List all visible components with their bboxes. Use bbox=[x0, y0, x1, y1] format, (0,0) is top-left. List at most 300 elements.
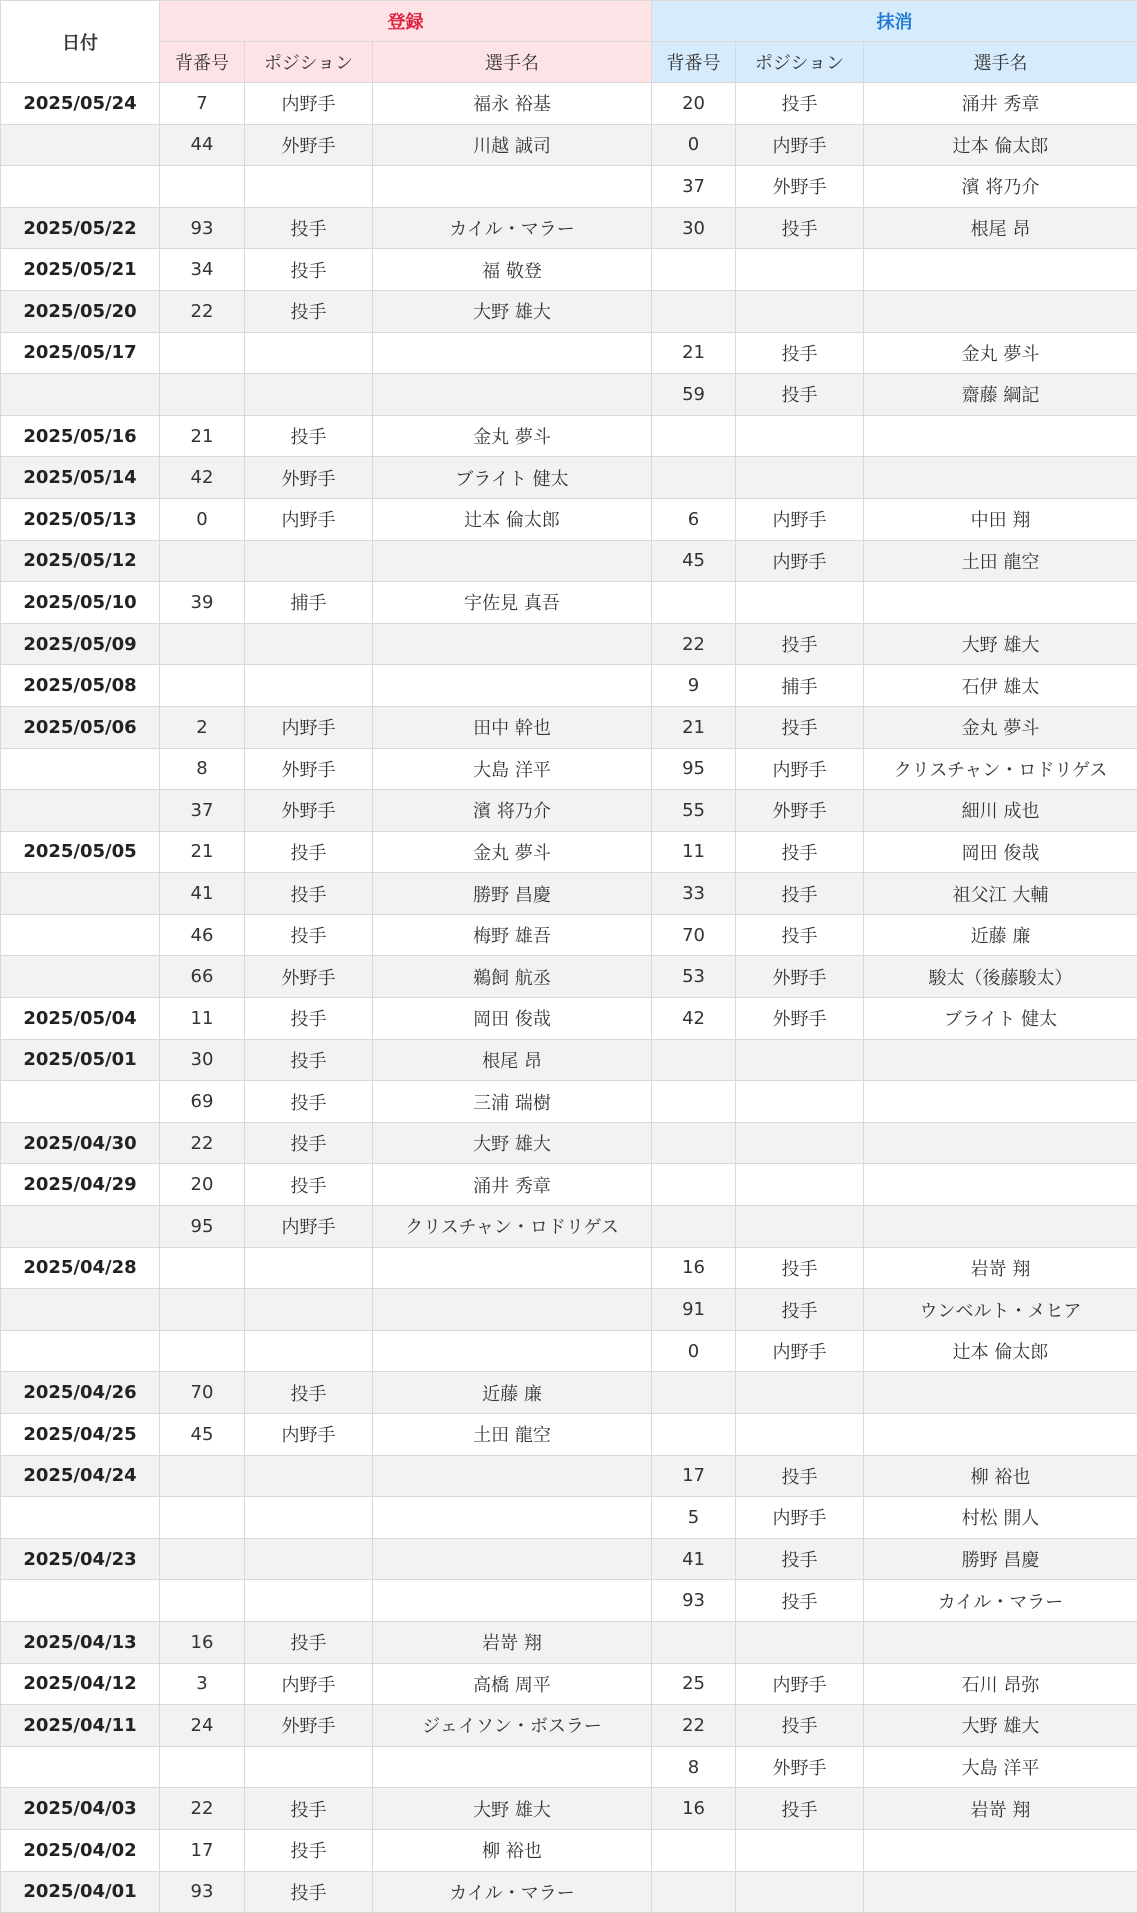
reg-position-header: ポジション bbox=[245, 42, 373, 83]
date-cell bbox=[1, 914, 160, 956]
del-player-cell: 村松 開人 bbox=[864, 1497, 1137, 1539]
del-number-cell: 0 bbox=[652, 1330, 736, 1372]
reg-position-cell: 外野手 bbox=[245, 124, 373, 166]
del-number-cell: 6 bbox=[652, 498, 736, 540]
reg-number-cell: 39 bbox=[160, 582, 245, 624]
reg-number-cell: 24 bbox=[160, 1705, 245, 1747]
del-player-cell: 柳 裕也 bbox=[864, 1455, 1137, 1497]
del-position-cell: 外野手 bbox=[736, 790, 864, 832]
del-position-cell: 外野手 bbox=[736, 166, 864, 208]
date-cell bbox=[1, 1580, 160, 1622]
reg-number-cell: 11 bbox=[160, 998, 245, 1040]
del-player-cell: 石伊 雄太 bbox=[864, 665, 1137, 707]
reg-player-cell: ブライト 健太 bbox=[373, 457, 652, 499]
del-player-cell: 金丸 夢斗 bbox=[864, 706, 1137, 748]
del-number-cell bbox=[652, 1206, 736, 1248]
del-position-header: ポジション bbox=[736, 42, 864, 83]
del-position-cell bbox=[736, 415, 864, 457]
del-number-cell bbox=[652, 1871, 736, 1913]
del-position-cell bbox=[736, 1206, 864, 1248]
reg-player-cell bbox=[373, 1455, 652, 1497]
del-player-cell bbox=[864, 1164, 1137, 1206]
reg-number-cell bbox=[160, 1497, 245, 1539]
del-number-cell: 22 bbox=[652, 623, 736, 665]
del-number-cell bbox=[652, 1122, 736, 1164]
del-player-cell: 細川 成也 bbox=[864, 790, 1137, 832]
reg-player-cell: 岡田 俊哉 bbox=[373, 998, 652, 1040]
reg-number-cell: 66 bbox=[160, 956, 245, 998]
reg-position-cell: 投手 bbox=[245, 207, 373, 249]
del-position-cell: 投手 bbox=[736, 831, 864, 873]
reg-player-cell bbox=[373, 332, 652, 374]
date-cell: 2025/05/12 bbox=[1, 540, 160, 582]
reg-position-cell: 内野手 bbox=[245, 83, 373, 125]
del-position-cell: 投手 bbox=[736, 1580, 864, 1622]
reg-player-cell: 金丸 夢斗 bbox=[373, 831, 652, 873]
reg-position-cell: 投手 bbox=[245, 249, 373, 291]
reg-position-cell: 投手 bbox=[245, 1829, 373, 1871]
del-position-cell bbox=[736, 1414, 864, 1456]
del-position-cell: 投手 bbox=[736, 623, 864, 665]
del-position-cell bbox=[736, 457, 864, 499]
reg-number-header: 背番号 bbox=[160, 42, 245, 83]
reg-player-cell bbox=[373, 1330, 652, 1372]
del-position-cell: 投手 bbox=[736, 1289, 864, 1331]
date-cell: 2025/04/23 bbox=[1, 1538, 160, 1580]
date-cell: 2025/04/26 bbox=[1, 1372, 160, 1414]
table-row bbox=[1, 1206, 1137, 1248]
table-row bbox=[1, 124, 1137, 166]
del-player-cell: 勝野 昌慶 bbox=[864, 1538, 1137, 1580]
reg-player-cell: 川越 誠司 bbox=[373, 124, 652, 166]
del-number-cell bbox=[652, 290, 736, 332]
del-number-cell: 33 bbox=[652, 873, 736, 915]
del-position-cell: 捕手 bbox=[736, 665, 864, 707]
reg-number-cell: 42 bbox=[160, 457, 245, 499]
table-row bbox=[1, 831, 1137, 873]
del-position-cell bbox=[736, 1372, 864, 1414]
reg-player-cell bbox=[373, 374, 652, 416]
del-player-cell: 土田 龍空 bbox=[864, 540, 1137, 582]
del-number-cell: 55 bbox=[652, 790, 736, 832]
del-number-cell: 16 bbox=[652, 1788, 736, 1830]
reg-player-cell: 福永 裕基 bbox=[373, 83, 652, 125]
reg-position-cell: 投手 bbox=[245, 1081, 373, 1123]
del-position-cell: 内野手 bbox=[736, 748, 864, 790]
del-player-cell: ウンベルト・メヒア bbox=[864, 1289, 1137, 1331]
del-player-cell: 駿太（後藤駿太） bbox=[864, 956, 1137, 998]
reg-number-cell bbox=[160, 1330, 245, 1372]
del-number-cell bbox=[652, 1414, 736, 1456]
del-position-cell: 内野手 bbox=[736, 1497, 864, 1539]
reg-player-cell: 梅野 雄吾 bbox=[373, 914, 652, 956]
reg-position-cell bbox=[245, 332, 373, 374]
reg-player-cell: 高橋 周平 bbox=[373, 1663, 652, 1705]
reg-position-cell: 投手 bbox=[245, 1164, 373, 1206]
table-row bbox=[1, 1455, 1137, 1497]
reg-number-cell: 34 bbox=[160, 249, 245, 291]
table-row bbox=[1, 748, 1137, 790]
del-number-cell bbox=[652, 1081, 736, 1123]
date-cell bbox=[1, 1330, 160, 1372]
del-position-cell bbox=[736, 1081, 864, 1123]
reg-player-cell: 大野 雄大 bbox=[373, 290, 652, 332]
del-number-cell bbox=[652, 1372, 736, 1414]
del-player-cell: クリスチャン・ロドリゲス bbox=[864, 748, 1137, 790]
table-row bbox=[1, 956, 1137, 998]
table-row bbox=[1, 1621, 1137, 1663]
del-position-cell: 投手 bbox=[736, 914, 864, 956]
reg-position-cell: 投手 bbox=[245, 1122, 373, 1164]
date-header: 日付 bbox=[1, 1, 160, 83]
del-player-cell: 辻本 倫太郎 bbox=[864, 1330, 1137, 1372]
reg-number-cell: 17 bbox=[160, 1829, 245, 1871]
del-position-cell: 内野手 bbox=[736, 540, 864, 582]
date-cell: 2025/05/22 bbox=[1, 207, 160, 249]
del-player-cell: 大野 雄大 bbox=[864, 1705, 1137, 1747]
date-cell: 2025/04/25 bbox=[1, 1414, 160, 1456]
reg-number-cell: 2 bbox=[160, 706, 245, 748]
reg-player-cell: 濱 将乃介 bbox=[373, 790, 652, 832]
reg-number-cell: 21 bbox=[160, 415, 245, 457]
reg-position-cell: 捕手 bbox=[245, 582, 373, 624]
table-row bbox=[1, 1289, 1137, 1331]
del-number-cell: 20 bbox=[652, 83, 736, 125]
reg-position-cell: 投手 bbox=[245, 873, 373, 915]
date-cell bbox=[1, 124, 160, 166]
del-number-cell: 42 bbox=[652, 998, 736, 1040]
reg-position-cell: 投手 bbox=[245, 831, 373, 873]
del-position-cell: 投手 bbox=[736, 1788, 864, 1830]
table-row bbox=[1, 1497, 1137, 1539]
del-number-cell: 93 bbox=[652, 1580, 736, 1622]
reg-position-cell: 内野手 bbox=[245, 498, 373, 540]
table-row bbox=[1, 290, 1137, 332]
reg-number-cell: 3 bbox=[160, 1663, 245, 1705]
del-number-cell: 91 bbox=[652, 1289, 736, 1331]
del-player-cell: 近藤 廉 bbox=[864, 914, 1137, 956]
reg-number-cell: 70 bbox=[160, 1372, 245, 1414]
reg-player-cell: 近藤 廉 bbox=[373, 1372, 652, 1414]
table-row bbox=[1, 623, 1137, 665]
reg-player-cell: 勝野 昌慶 bbox=[373, 873, 652, 915]
date-cell bbox=[1, 748, 160, 790]
del-position-cell bbox=[736, 1621, 864, 1663]
reg-player-cell: 大野 雄大 bbox=[373, 1788, 652, 1830]
reg-player-cell bbox=[373, 1289, 652, 1331]
reg-position-cell: 外野手 bbox=[245, 748, 373, 790]
table-row bbox=[1, 1247, 1137, 1289]
del-player-header: 選手名 bbox=[864, 42, 1137, 83]
del-position-cell: 外野手 bbox=[736, 1746, 864, 1788]
reg-position-cell: 投手 bbox=[245, 914, 373, 956]
del-position-cell bbox=[736, 1871, 864, 1913]
del-number-cell: 45 bbox=[652, 540, 736, 582]
table-row bbox=[1, 207, 1137, 249]
del-position-cell bbox=[736, 1829, 864, 1871]
reg-number-cell: 30 bbox=[160, 1039, 245, 1081]
del-position-cell: 外野手 bbox=[736, 998, 864, 1040]
table-row bbox=[1, 374, 1137, 416]
del-position-cell: 内野手 bbox=[736, 1330, 864, 1372]
date-cell: 2025/05/06 bbox=[1, 706, 160, 748]
table-row bbox=[1, 332, 1137, 374]
reg-player-cell: 大島 洋平 bbox=[373, 748, 652, 790]
reg-number-cell bbox=[160, 332, 245, 374]
del-number-cell bbox=[652, 249, 736, 291]
reg-player-cell bbox=[373, 540, 652, 582]
del-position-cell: 投手 bbox=[736, 374, 864, 416]
table-row bbox=[1, 706, 1137, 748]
del-number-cell: 41 bbox=[652, 1538, 736, 1580]
reg-position-cell bbox=[245, 1746, 373, 1788]
reg-number-cell: 22 bbox=[160, 1788, 245, 1830]
date-cell: 2025/04/03 bbox=[1, 1788, 160, 1830]
del-player-cell bbox=[864, 457, 1137, 499]
reg-player-cell bbox=[373, 1497, 652, 1539]
reg-number-cell: 44 bbox=[160, 124, 245, 166]
del-player-cell: 辻本 倫太郎 bbox=[864, 124, 1137, 166]
del-position-cell bbox=[736, 290, 864, 332]
del-number-cell bbox=[652, 1039, 736, 1081]
reg-number-cell: 93 bbox=[160, 207, 245, 249]
reg-position-cell bbox=[245, 1538, 373, 1580]
date-cell: 2025/05/10 bbox=[1, 582, 160, 624]
table-row bbox=[1, 457, 1137, 499]
date-cell: 2025/05/16 bbox=[1, 415, 160, 457]
del-number-cell: 0 bbox=[652, 124, 736, 166]
del-number-cell: 22 bbox=[652, 1705, 736, 1747]
del-position-cell: 投手 bbox=[736, 873, 864, 915]
reg-position-cell bbox=[245, 1580, 373, 1622]
reg-number-cell bbox=[160, 1455, 245, 1497]
del-number-cell: 95 bbox=[652, 748, 736, 790]
date-cell: 2025/05/20 bbox=[1, 290, 160, 332]
del-position-cell: 投手 bbox=[736, 706, 864, 748]
reg-player-header: 選手名 bbox=[373, 42, 652, 83]
reg-position-cell bbox=[245, 1247, 373, 1289]
date-cell bbox=[1, 374, 160, 416]
date-cell: 2025/05/05 bbox=[1, 831, 160, 873]
date-cell bbox=[1, 873, 160, 915]
del-number-cell: 25 bbox=[652, 1663, 736, 1705]
del-number-cell bbox=[652, 1829, 736, 1871]
del-number-cell bbox=[652, 457, 736, 499]
reg-number-cell: 22 bbox=[160, 1122, 245, 1164]
reg-position-cell bbox=[245, 540, 373, 582]
table-row bbox=[1, 540, 1137, 582]
table-row bbox=[1, 1414, 1137, 1456]
reg-position-cell: 内野手 bbox=[245, 706, 373, 748]
del-number-cell: 9 bbox=[652, 665, 736, 707]
del-number-cell: 17 bbox=[652, 1455, 736, 1497]
del-position-cell bbox=[736, 1039, 864, 1081]
table-row bbox=[1, 665, 1137, 707]
date-cell: 2025/05/04 bbox=[1, 998, 160, 1040]
reg-number-cell bbox=[160, 1538, 245, 1580]
reg-position-cell: 投手 bbox=[245, 415, 373, 457]
reg-number-cell bbox=[160, 1247, 245, 1289]
del-player-cell: 岩嵜 翔 bbox=[864, 1788, 1137, 1830]
date-cell: 2025/04/28 bbox=[1, 1247, 160, 1289]
del-number-cell bbox=[652, 582, 736, 624]
table-row bbox=[1, 83, 1137, 125]
del-position-cell bbox=[736, 582, 864, 624]
table-row bbox=[1, 166, 1137, 208]
reg-position-cell: 投手 bbox=[245, 998, 373, 1040]
table-row bbox=[1, 1871, 1137, 1913]
del-player-cell bbox=[864, 1621, 1137, 1663]
reg-number-cell: 8 bbox=[160, 748, 245, 790]
reg-player-cell bbox=[373, 1746, 652, 1788]
reg-position-cell bbox=[245, 1330, 373, 1372]
table-row bbox=[1, 1580, 1137, 1622]
del-player-cell bbox=[864, 1871, 1137, 1913]
reg-number-cell bbox=[160, 665, 245, 707]
table-row bbox=[1, 1663, 1137, 1705]
table-row bbox=[1, 914, 1137, 956]
reg-player-cell bbox=[373, 1247, 652, 1289]
reg-player-cell bbox=[373, 166, 652, 208]
reg-position-cell: 内野手 bbox=[245, 1663, 373, 1705]
reg-position-cell: 外野手 bbox=[245, 457, 373, 499]
reg-player-cell: 辻本 倫太郎 bbox=[373, 498, 652, 540]
reg-position-cell bbox=[245, 374, 373, 416]
reg-player-cell: 鵜飼 航丞 bbox=[373, 956, 652, 998]
reg-position-cell bbox=[245, 665, 373, 707]
del-number-cell bbox=[652, 415, 736, 457]
reg-position-cell: 内野手 bbox=[245, 1206, 373, 1248]
reg-number-cell: 16 bbox=[160, 1621, 245, 1663]
date-cell bbox=[1, 1746, 160, 1788]
date-cell: 2025/05/17 bbox=[1, 332, 160, 374]
date-cell bbox=[1, 166, 160, 208]
reg-player-cell bbox=[373, 1580, 652, 1622]
table-row bbox=[1, 1538, 1137, 1580]
table-row bbox=[1, 1746, 1137, 1788]
date-cell: 2025/05/14 bbox=[1, 457, 160, 499]
del-player-cell bbox=[864, 1372, 1137, 1414]
reg-position-cell bbox=[245, 1497, 373, 1539]
del-player-cell bbox=[864, 1039, 1137, 1081]
del-player-cell bbox=[864, 1122, 1137, 1164]
deregistered-header: 抹消 bbox=[652, 1, 1137, 42]
del-number-cell: 16 bbox=[652, 1247, 736, 1289]
reg-position-cell: 内野手 bbox=[245, 1414, 373, 1456]
del-position-cell: 投手 bbox=[736, 1705, 864, 1747]
del-player-cell: 祖父江 大輔 bbox=[864, 873, 1137, 915]
del-player-cell bbox=[864, 1081, 1137, 1123]
del-number-cell: 21 bbox=[652, 706, 736, 748]
del-player-cell: 齋藤 綱記 bbox=[864, 374, 1137, 416]
reg-number-cell: 20 bbox=[160, 1164, 245, 1206]
reg-number-cell: 7 bbox=[160, 83, 245, 125]
table-row bbox=[1, 1330, 1137, 1372]
date-cell: 2025/05/21 bbox=[1, 249, 160, 291]
reg-player-cell: 大野 雄大 bbox=[373, 1122, 652, 1164]
reg-position-cell: 投手 bbox=[245, 1788, 373, 1830]
reg-position-cell: 投手 bbox=[245, 1039, 373, 1081]
del-position-cell: 投手 bbox=[736, 207, 864, 249]
reg-player-cell bbox=[373, 665, 652, 707]
date-cell: 2025/04/13 bbox=[1, 1621, 160, 1663]
table-row bbox=[1, 1081, 1137, 1123]
reg-position-cell bbox=[245, 166, 373, 208]
reg-position-cell: 投手 bbox=[245, 1621, 373, 1663]
del-number-cell: 70 bbox=[652, 914, 736, 956]
del-number-cell: 37 bbox=[652, 166, 736, 208]
del-position-cell: 外野手 bbox=[736, 956, 864, 998]
reg-player-cell: カイル・マラー bbox=[373, 1871, 652, 1913]
del-number-cell: 5 bbox=[652, 1497, 736, 1539]
date-cell: 2025/05/13 bbox=[1, 498, 160, 540]
table-row bbox=[1, 415, 1137, 457]
reg-number-cell: 21 bbox=[160, 831, 245, 873]
reg-player-cell: 田中 幹也 bbox=[373, 706, 652, 748]
reg-number-cell: 41 bbox=[160, 873, 245, 915]
reg-player-cell: 土田 龍空 bbox=[373, 1414, 652, 1456]
reg-position-cell: 外野手 bbox=[245, 956, 373, 998]
table-row bbox=[1, 249, 1137, 291]
reg-number-cell: 45 bbox=[160, 1414, 245, 1456]
del-number-cell: 21 bbox=[652, 332, 736, 374]
table-row bbox=[1, 998, 1137, 1040]
reg-number-cell: 0 bbox=[160, 498, 245, 540]
reg-position-cell: 投手 bbox=[245, 1871, 373, 1913]
reg-player-cell: 福 敬登 bbox=[373, 249, 652, 291]
reg-position-cell: 投手 bbox=[245, 1372, 373, 1414]
reg-number-cell: 22 bbox=[160, 290, 245, 332]
date-cell bbox=[1, 1497, 160, 1539]
del-position-cell bbox=[736, 249, 864, 291]
date-cell: 2025/04/30 bbox=[1, 1122, 160, 1164]
reg-number-cell: 93 bbox=[160, 1871, 245, 1913]
reg-player-cell bbox=[373, 1538, 652, 1580]
table-row bbox=[1, 582, 1137, 624]
reg-player-cell bbox=[373, 623, 652, 665]
reg-number-cell bbox=[160, 166, 245, 208]
date-cell: 2025/05/09 bbox=[1, 623, 160, 665]
reg-player-cell: 根尾 昂 bbox=[373, 1039, 652, 1081]
reg-number-cell bbox=[160, 1289, 245, 1331]
roster-body bbox=[1, 83, 1137, 1913]
reg-player-cell: クリスチャン・ロドリゲス bbox=[373, 1206, 652, 1248]
reg-position-cell: 外野手 bbox=[245, 790, 373, 832]
reg-player-cell: 岩嵜 翔 bbox=[373, 1621, 652, 1663]
del-position-cell bbox=[736, 1164, 864, 1206]
del-position-cell: 投手 bbox=[736, 83, 864, 125]
table-row bbox=[1, 790, 1137, 832]
del-number-cell: 59 bbox=[652, 374, 736, 416]
date-cell: 2025/04/02 bbox=[1, 1829, 160, 1871]
del-player-cell bbox=[864, 582, 1137, 624]
reg-player-cell: 金丸 夢斗 bbox=[373, 415, 652, 457]
del-player-cell: 大野 雄大 bbox=[864, 623, 1137, 665]
date-cell: 2025/05/08 bbox=[1, 665, 160, 707]
reg-position-cell bbox=[245, 623, 373, 665]
reg-player-cell: カイル・マラー bbox=[373, 207, 652, 249]
del-number-cell bbox=[652, 1164, 736, 1206]
del-player-cell: 濱 将乃介 bbox=[864, 166, 1137, 208]
table-row bbox=[1, 1788, 1137, 1830]
reg-player-cell: 三浦 瑞樹 bbox=[373, 1081, 652, 1123]
reg-number-cell bbox=[160, 1746, 245, 1788]
del-player-cell bbox=[864, 1414, 1137, 1456]
del-position-cell: 投手 bbox=[736, 1247, 864, 1289]
date-cell: 2025/04/01 bbox=[1, 1871, 160, 1913]
table-row bbox=[1, 1039, 1137, 1081]
del-player-cell: 石川 昂弥 bbox=[864, 1663, 1137, 1705]
